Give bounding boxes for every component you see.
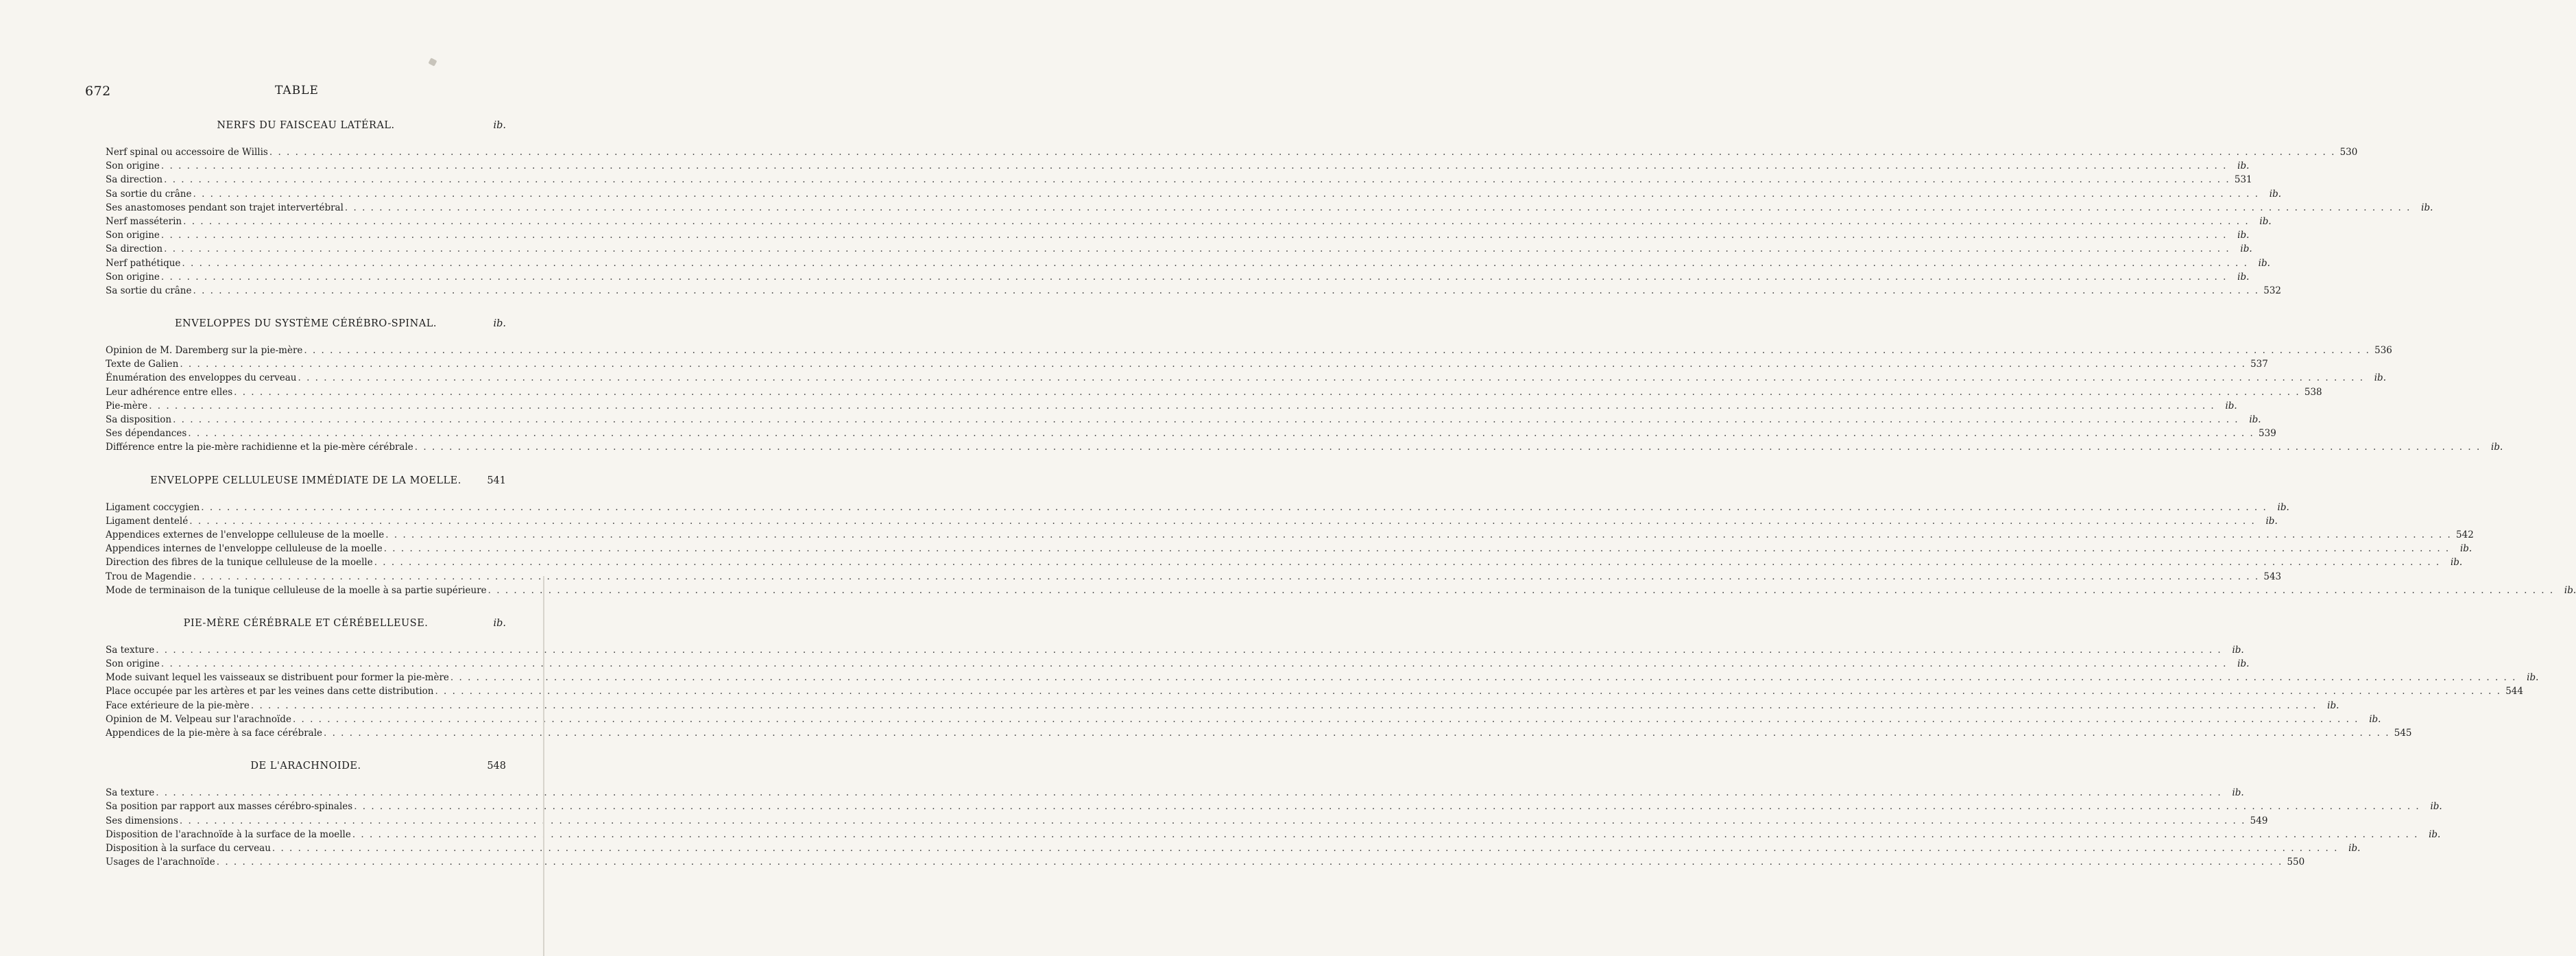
entry-text: Ses dépendances: [106, 428, 187, 440]
dot-leader: [302, 344, 2372, 357]
entry-text: Trou de Magendie: [106, 571, 192, 582]
section-title: ENVELOPPE CELLULEUSE IMMÉDIATE DE LA MOELLE.: [150, 475, 461, 486]
toc-entry: [106, 800, 2442, 813]
entry-text: Texte de Galien: [106, 359, 179, 370]
entry-text: Direction des fibres de la tunique celluleuse de la moelle: [106, 557, 373, 569]
entry-text: Sa texture: [106, 644, 155, 656]
entry-page-ref: ib.: [2232, 787, 2244, 799]
dot-leader: [384, 528, 2453, 542]
entry-page-ref: ib.: [2429, 828, 2441, 840]
dot-leader: [178, 814, 2248, 828]
dot-leader: [433, 684, 2503, 698]
entry-page-ref: ib.: [2249, 414, 2261, 425]
entry-text: Opinion de M. Velpeau sur l'arachnoïde: [106, 713, 291, 725]
section-gap: [0, 597, 549, 618]
toc-entry: [106, 671, 2539, 684]
entry-page-ref: ib.: [2527, 672, 2539, 684]
entry-page-ref: ib.: [2327, 700, 2339, 711]
entry-text: Pie-mère: [106, 400, 148, 411]
dot-leader: [449, 671, 2518, 684]
toc-entry: [106, 684, 2523, 698]
toc-entry: [106, 828, 2441, 841]
dot-leader: [383, 542, 2452, 555]
toc-entry: [106, 256, 2270, 270]
entry-page-ref: ib.: [2421, 202, 2433, 213]
entry-page-ref: ib.: [2564, 584, 2576, 596]
toc-entry: [106, 201, 2433, 215]
toc-entry: [106, 270, 2250, 284]
entry-page-ref: 530: [2339, 147, 2358, 158]
dot-leader: [154, 643, 2224, 657]
toc-entry: [106, 215, 2272, 228]
entry-page-ref: ib.: [2259, 215, 2272, 227]
page-number: 672: [85, 84, 111, 99]
toc-entry: [106, 344, 2392, 357]
dot-leader: [291, 713, 2361, 726]
entry-page-ref: ib.: [2237, 271, 2250, 283]
dot-leader: [186, 427, 2256, 440]
toc-entry: [106, 228, 2250, 242]
toc-entry: [106, 159, 2250, 173]
entry-page-ref: ib.: [2269, 188, 2282, 200]
section-page-ref: ib.: [493, 318, 506, 330]
entry-text: Sa direction: [106, 243, 163, 255]
toc-entry: [106, 145, 2358, 159]
dot-leader: [487, 584, 2556, 597]
toc-entry: [106, 814, 2268, 828]
section-gap: [0, 740, 549, 761]
section-page-ref: ib.: [493, 617, 506, 629]
entry-text: Sa sortie du crâne: [106, 285, 192, 296]
toc-entry: [106, 542, 2472, 555]
dot-leader: [160, 270, 2229, 284]
section-page-ref: 548: [487, 761, 506, 772]
entry-page-ref: 531: [2234, 174, 2252, 186]
entry-text: Face extérieure de la pie-mère: [106, 700, 250, 711]
section-title: ENVELOPPES DU SYSTÈME CÉRÉBRO-SPINAL.: [174, 318, 437, 330]
dot-leader: [188, 514, 2257, 528]
dot-leader: [180, 256, 2250, 270]
toc-entry: [106, 514, 2278, 528]
entry-text: Mode suivant lequel les vaisseaux se distribuent pour former la pie-mère: [106, 672, 449, 684]
entry-text: Disposition de l'arachnoïde à la surface de la moelle: [106, 828, 351, 840]
dot-leader: [351, 828, 2420, 841]
entry-page-ref: ib.: [2258, 257, 2270, 269]
dot-leader: [160, 657, 2229, 671]
dot-leader: [344, 201, 2413, 215]
entry-page-ref: 537: [2250, 359, 2268, 370]
entry-text: Ligament coccygien: [106, 501, 200, 513]
entry-page-ref: ib.: [2237, 230, 2250, 241]
dot-leader: [413, 440, 2483, 454]
entry-page-ref: 542: [2456, 529, 2474, 540]
dot-leader: [160, 159, 2229, 173]
toc-entry: [106, 841, 2361, 855]
page-header: [85, 84, 503, 104]
entry-page-ref: ib.: [2240, 243, 2252, 255]
entry-text: Son origine: [106, 230, 160, 241]
entry-text: Appendices internes de l'enveloppe celluleuse de la moelle: [106, 543, 383, 555]
entry-text: Ligament dentelé: [106, 515, 189, 527]
toc-entry: [106, 786, 2244, 800]
page-edge: [543, 576, 544, 956]
entry-text: Son origine: [106, 271, 160, 283]
table-of-contents: [0, 120, 2576, 869]
entry-text: Sa texture: [106, 787, 155, 799]
toc-entry: [106, 357, 2268, 371]
entry-text: Opinion de M. Daremberg sur la pie-mère: [106, 345, 303, 357]
entry-page-ref: 549: [2250, 815, 2268, 826]
entry-text: Sa direction: [106, 174, 163, 186]
entry-text: Place occupée par les artères et par les veines dans cette distribution: [106, 686, 434, 697]
toc-entry: [106, 187, 2282, 201]
entry-text: Mode de terminaison de la tunique celluleuse de la moelle à sa partie supérieure: [106, 584, 487, 596]
entry-text: Son origine: [106, 658, 160, 670]
entry-text: Usages de l'arachnoïde: [106, 857, 215, 868]
toc-entry: [106, 570, 2282, 584]
dot-leader: [147, 399, 2217, 413]
entry-text: Appendices externes de l'enveloppe celluleuse de la moelle: [106, 529, 385, 540]
toc-entry: [106, 501, 2289, 514]
dot-leader: [352, 800, 2422, 813]
dot-leader: [322, 726, 2392, 740]
entry-page-ref: ib.: [2450, 557, 2463, 569]
toc-entry: [106, 855, 2305, 869]
dot-leader: [192, 284, 2261, 298]
entry-page-ref: ib.: [2277, 501, 2289, 513]
entry-page-ref: ib.: [2232, 644, 2244, 656]
toc-entry: [106, 385, 2322, 399]
entry-text: Appendices de la pie-mère à sa face cérébrale: [106, 728, 322, 739]
section-heading: [106, 618, 506, 634]
toc-entry: [106, 726, 2412, 740]
toc-entry: [106, 528, 2474, 542]
entry-text: Nerf pathétique: [106, 257, 181, 269]
section-heading: [106, 120, 506, 136]
entry-page-ref: ib.: [2430, 801, 2442, 813]
entry-page-ref: ib.: [2237, 658, 2250, 670]
entry-page-ref: 545: [2394, 728, 2412, 739]
dot-leader: [200, 501, 2269, 514]
entry-page-ref: ib.: [2265, 515, 2278, 527]
section-title: DE L'ARACHNOIDE.: [250, 761, 361, 772]
toc-entry: [106, 399, 2237, 413]
entry-text: Son origine: [106, 160, 160, 172]
ink-mark: [428, 58, 437, 67]
entry-page-ref: 539: [2259, 428, 2276, 440]
entry-text: Sa sortie du crâne: [106, 188, 192, 200]
entry-text: Énumération des enveloppes du cerveau: [106, 372, 297, 384]
entry-text: Ses anastomoses pendant son trajet intervertébral: [106, 202, 344, 213]
entry-text: Ses dimensions: [106, 815, 178, 826]
entry-text: Sa position par rapport aux masses cérébro-spinales: [106, 801, 353, 813]
dot-leader: [192, 187, 2261, 201]
toc-entry: [106, 584, 2576, 597]
dot-leader: [182, 215, 2251, 228]
entry-text: Nerf masséterin: [106, 215, 182, 227]
dot-leader: [232, 385, 2302, 399]
dot-leader: [192, 570, 2261, 584]
entry-page-ref: 536: [2374, 345, 2392, 357]
toc-entry: [106, 413, 2261, 427]
toc-entry: [106, 555, 2463, 569]
dot-leader: [154, 786, 2224, 800]
entry-page-ref: ib.: [2348, 842, 2361, 854]
entry-page-ref: ib.: [2374, 372, 2386, 384]
toc-section: [106, 761, 2442, 869]
entry-page-ref: 538: [2304, 386, 2322, 398]
toc-entry: [106, 284, 2282, 298]
toc-entry: [106, 440, 2503, 454]
entry-text: Disposition à la surface du cerveau: [106, 842, 271, 854]
entry-text: Sa disposition: [106, 414, 172, 425]
section-title: NERFS DU FAISCEAU LATÉRAL.: [217, 120, 395, 131]
entry-text: Différence entre la pie-mère rachidienne et la pie-mère cérébrale: [106, 442, 413, 453]
entry-page-ref: ib.: [2237, 160, 2250, 172]
section-title: PIE-MÈRE CÉRÉBRALE ET CÉRÉBELLEUSE.: [183, 617, 429, 629]
toc-entry: [106, 699, 2339, 713]
entry-page-ref: ib.: [2491, 442, 2503, 453]
entry-page-ref: ib.: [2369, 713, 2381, 725]
entry-text: Leur adhérence entre elles: [106, 386, 233, 398]
entry-text: Nerf spinal ou accessoire de Willis: [106, 147, 268, 158]
toc-section: [106, 475, 2576, 597]
toc-entry: [106, 657, 2250, 671]
entry-page-ref: ib.: [2459, 543, 2472, 555]
toc-entry: [106, 242, 2252, 256]
toc-entry: [106, 427, 2276, 440]
section-page-ref: ib.: [493, 120, 506, 131]
entry-page-ref: 543: [2263, 571, 2282, 582]
toc-entry: [106, 173, 2252, 187]
dot-leader: [171, 413, 2241, 427]
dot-leader: [271, 841, 2340, 855]
dot-leader: [215, 855, 2285, 869]
toc-entry: [106, 371, 2386, 385]
entry-page-ref: 544: [2505, 686, 2523, 697]
entry-page-ref: 550: [2287, 857, 2305, 868]
toc-entry: [106, 713, 2381, 726]
section-gap: [0, 455, 549, 475]
dot-leader: [268, 145, 2337, 159]
section-gap: [0, 298, 549, 318]
dot-leader: [373, 555, 2442, 569]
dot-leader: [250, 699, 2319, 713]
dot-leader: [162, 173, 2232, 187]
toc-entry: [106, 643, 2244, 657]
section-heading: [106, 475, 506, 492]
section-heading: [106, 318, 506, 335]
section-heading: [106, 761, 506, 777]
toc-section: [106, 120, 2433, 298]
entry-page-ref: ib.: [2225, 400, 2237, 411]
running-title: TABLE: [275, 84, 319, 97]
section-page-ref: 541: [487, 475, 506, 486]
dot-leader: [296, 371, 2366, 385]
toc-section: [106, 617, 2539, 740]
dot-leader: [160, 228, 2229, 242]
dot-leader: [178, 357, 2248, 371]
entry-page-ref: 532: [2263, 285, 2282, 296]
dot-leader: [162, 242, 2232, 256]
toc-section: [106, 318, 2503, 455]
